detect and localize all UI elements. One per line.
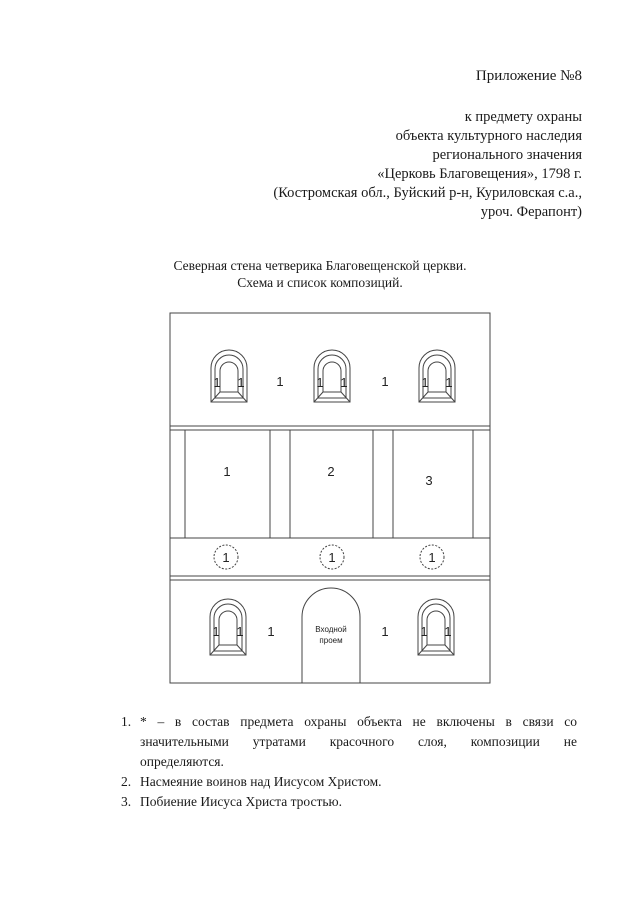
lower-window-right-label-a: 1: [420, 624, 428, 639]
lower-window-left-label-a: 1: [212, 624, 220, 639]
list-item: [121, 792, 577, 812]
list-item-number: 1.: [121, 714, 132, 729]
upper-zone-label: 1: [381, 374, 389, 389]
upper-window-right-label-a: 1: [421, 375, 429, 390]
upper-window-left-label-a: 1: [213, 375, 221, 390]
upper-window-left-label-b: 1: [237, 375, 245, 390]
list-item-text-line: значительными утратами красочного слоя, композиции не: [140, 734, 577, 749]
subject-line: регионального значения: [432, 147, 582, 163]
list-item-text: Побиение Иисуса Христа тростью.: [140, 794, 343, 809]
caption-line-1: Северная стена четверика Благовещенской церкви.: [173, 258, 467, 273]
list-item-number: 2.: [121, 774, 132, 789]
doorway-label-line-2: проем: [319, 636, 343, 645]
composition-list: [121, 712, 577, 812]
upper-window-right-label-b: 1: [445, 375, 453, 390]
subject-line: к предмету охраны: [464, 109, 582, 125]
caption-line-2: Схема и список композиций.: [237, 275, 403, 290]
lower-zone-label: 1: [267, 624, 275, 639]
list-item-text-line: * – в состав предмета охраны объекта не включены в связи со: [140, 714, 577, 729]
medallion-label: 1: [428, 550, 436, 565]
subject-line: (Костромская обл., Буйский р-н, Куриловская с.а.,: [273, 185, 582, 201]
appendix-number: Приложение №8: [475, 68, 582, 84]
list-item-number: 3.: [121, 794, 132, 809]
lower-window-right-label-b: 1: [444, 624, 452, 639]
subject-line: объекта культурного наследия: [395, 128, 582, 144]
upper-zone-label: 1: [276, 374, 284, 389]
list-item-text: Насмеяние воинов над Иисусом Христом.: [140, 774, 382, 789]
subject-line: уроч. Ферапонт): [480, 204, 582, 220]
panel-label-3: 3: [425, 473, 433, 488]
panel-label-1: 1: [223, 464, 231, 479]
lower-zone-label: 1: [381, 624, 389, 639]
medallion-label: 1: [328, 550, 336, 565]
medallion-label: 1: [222, 550, 230, 565]
subject-line: «Церковь Благовещения», 1798 г.: [377, 166, 582, 182]
lower-window-left-label-b: 1: [236, 624, 244, 639]
doorway-label-line-1: Входной: [315, 625, 347, 634]
list-item-text-line: определяются.: [140, 754, 224, 769]
upper-window-middle-label-a: 1: [316, 375, 324, 390]
list-item: [121, 772, 577, 792]
list-item: [121, 712, 577, 772]
upper-window-middle-label-b: 1: [340, 375, 348, 390]
panel-label-2: 2: [327, 464, 335, 479]
